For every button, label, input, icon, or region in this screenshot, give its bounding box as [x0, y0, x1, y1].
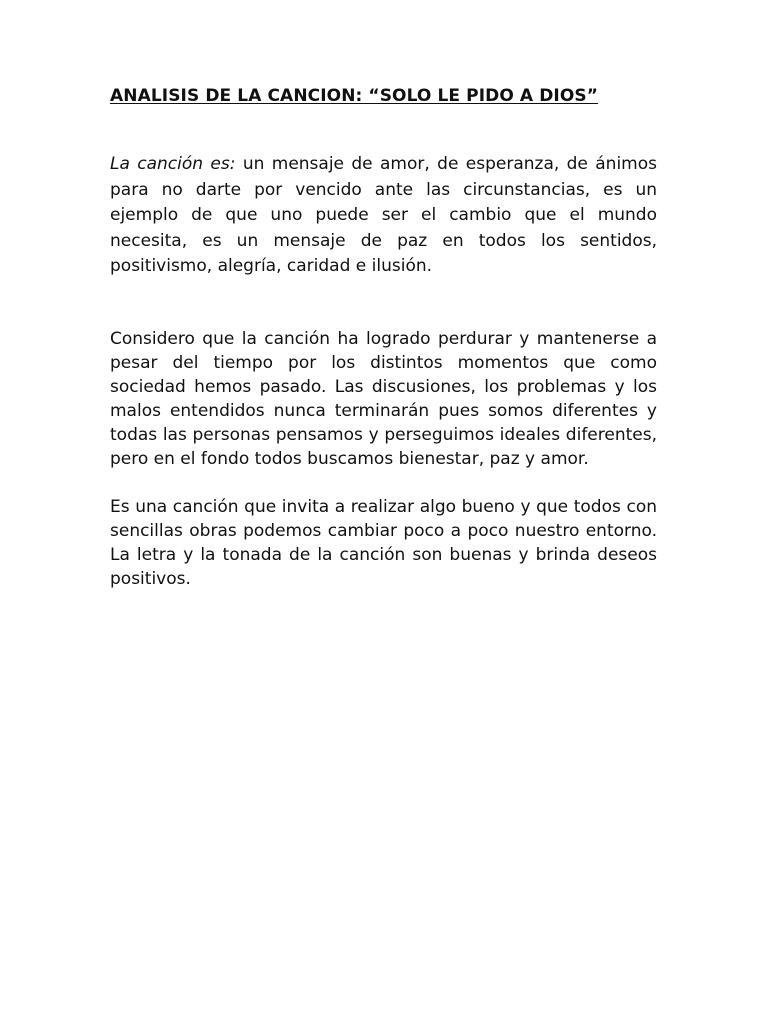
document-title: ANALISIS DE LA CANCION: “SOLO LE PIDO A DIOS” — [110, 86, 599, 106]
paragraph-1 — [110, 152, 657, 280]
paragraph-1-lead: La canción es: — [110, 154, 236, 174]
paragraph-1-body: un mensaje de amor, de esperanza, de ánimos para no darte por vencido ante las circunstancias, es un ejemplo de que uno puede ser el cambio que el mundo necesita, es un mensaje de paz en todos los sentidos, positivismo, alegría, caridad e ilusión. — [110, 154, 657, 276]
document-page — [110, 84, 657, 591]
paragraph-3: Es una canción que invita a realizar algo bueno y que todos con sencillas obras podemos cambiar poco a poco nuestro entorno. La letra y la tonada de la canción son buenas y brinda deseos positivos. — [110, 497, 657, 590]
paragraph-2: Considero que la canción ha logrado perdurar y mantenerse a pesar del tiempo por los distintos momentos que como sociedad hemos pasado. Las discusiones, los problemas y los malos entendidos nunca terminarán pues somos diferentes y todas las personas pensamos y perseguimos ideales diferentes, pero en el fondo todos buscamos bienestar, paz y amor. — [110, 328, 657, 469]
